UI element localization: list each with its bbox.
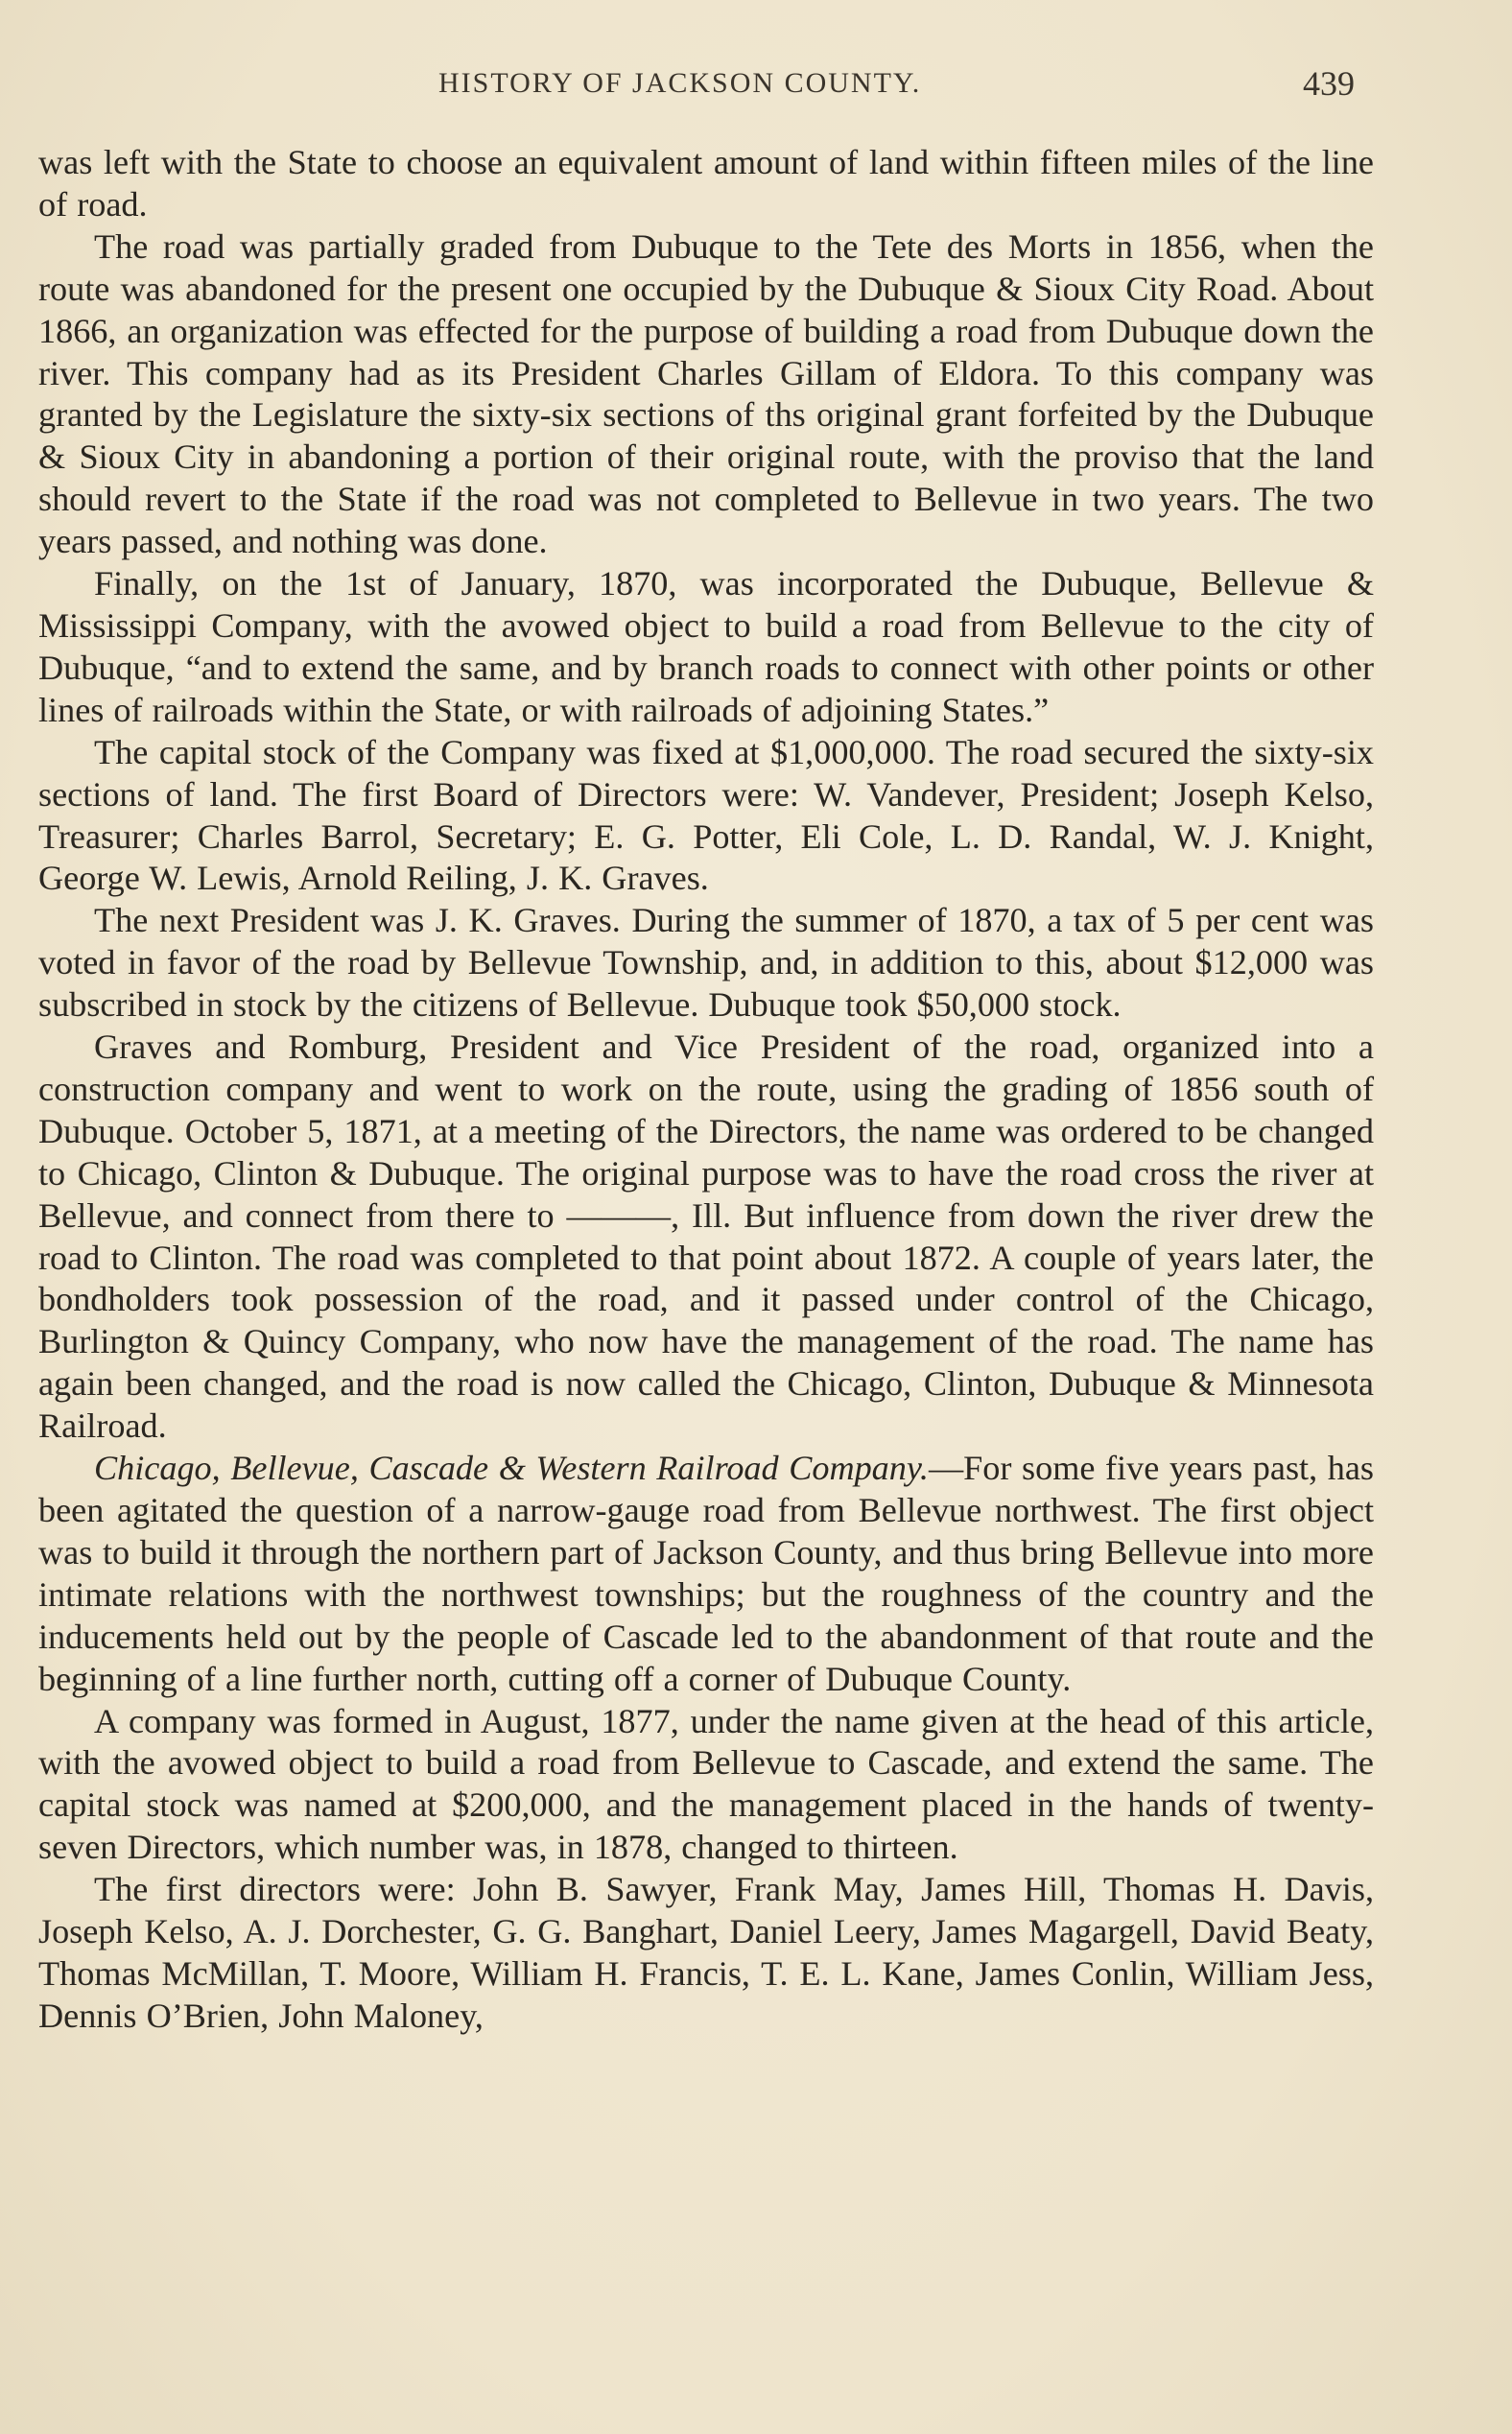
paragraph-text: The road was partially graded from Dubuque to the Tete des Morts in 1856, when the route was abandoned for the present one occupied by the Dubuque & Sioux City Road. About 1866, an organization was effected for the purpose of building a road from Dubuque down the river. This company had as its President Charles Gillam of Eldora. To this company was granted by the Legislature the sixty-six sections of ths original grant forfeited by the Dubuque & Sioux City in abandoning a portion of their original route, with the proviso that the land should revert to the State if the road was not completed to Bellevue in two years. The two years passed, and nothing was done. — [38, 226, 1374, 561]
paragraph — [38, 1701, 1374, 1870]
paragraph-text: The next President was J. K. Graves. During the summer of 1870, a tax of 5 per cent was voted in favor of the road by Bellevue Township, and, in addition to this, about $12,000 was subscribed in stock by the citizens of Bellevue. Dubuque took $50,000 stock. — [38, 901, 1374, 1025]
paragraph-continued — [38, 142, 1374, 226]
page-number: 439 — [1303, 64, 1355, 103]
paragraph-text: —For some five years past, has been agitated the question of a narrow-gauge road from Bellevue northwest. The first object was to build it through the northern part of Jackson County, and thus bring Bellevue into more intimate relations with the northwest townships; but the roughness of the country and the inducements held out by the people of Cascade led to the abandonment of that route and the beginning of a line further north, cutting off a corner of Dubuque County. — [38, 1449, 1374, 1698]
paragraph-text: was left with the State to choose an equivalent amount of land within fifteen miles of the line of road. — [38, 143, 1374, 224]
paragraph-text: Graves and Romburg, President and Vice President of the road, organized into a construction company and went to work on the route, using the grading of 1856 south of Dubuque. October 5, 1871, at a meeting of the Directors, the name was ordered to be changed to Chicago, Clinton & Dubuque. The original purpose was to have the road cross the river at Bellevue, and connect from there to ———, Ill. But influence from down the river drew the road to Clinton. The road was completed to that point about 1872. A couple of years later, the bondholders took possession of the road, and it passed under control of the Chicago, Burlington & Quincy Company, who now have the management of the road. The name has again been changed, and the road is now called the Chicago, Clinton, Dubuque & Minnesota Railroad. — [38, 1028, 1374, 1446]
paragraph-text: The capital stock of the Company was fixed at $1,000,000. The road secured the sixty-six sections of land. The first Board of Directors were: W. Vandever, President; Joseph Kelso, Treasurer; Charles Barrol, Secretary; E. G. Potter, Eli Cole, L. D. Randal, W. J. Knight, George W. Lewis, Arnold Reiling, J. K. Graves. — [38, 732, 1374, 898]
paragraph — [38, 900, 1374, 1027]
paragraph — [38, 563, 1374, 732]
paragraph-text: The first directors were: John B. Sawyer, Frank May, James Hill, Thomas H. Davis, Joseph Kelso, A. J. Dorchester, G. G. Banghart, Daniel Leery, James Magargell, David Beaty, Thomas McMillan, T. Moore, William H. Francis, T. E. L. Kane, James Conlin, William Jess, Dennis O’Brien, John Maloney, — [38, 1870, 1374, 2035]
paragraph — [38, 1869, 1374, 2038]
paragraph — [38, 1027, 1374, 1448]
running-header — [38, 64, 1382, 115]
section-heading-italic: Chicago, Bellevue, Cascade & Western Railroad Company. — [94, 1449, 929, 1488]
paragraph-text: A company was formed in August, 1877, under the name given at the head of this article, with the avowed object to build a road from Bellevue to Cascade, and extend the same. The capital stock was named at $200,000, and the management placed in the hands of twenty-seven Directors, which number was, in 1878, changed to thirteen. — [38, 1701, 1374, 1867]
running-title: HISTORY OF JACKSON COUNTY. — [438, 67, 922, 99]
paragraph — [38, 226, 1374, 563]
paragraph-text: Finally, on the 1st of January, 1870, was incorporated the Dubuque, Bellevue & Mississippi Company, with the avowed object to build a road from Bellevue to the city of Dubuque, “and to extend the same, and by branch roads to connect with other points or other lines of railroads within the State, or with railroads of adjoining States.” — [38, 564, 1374, 729]
body-text — [38, 142, 1374, 2038]
paragraph — [38, 732, 1374, 901]
paragraph — [38, 1448, 1374, 1700]
